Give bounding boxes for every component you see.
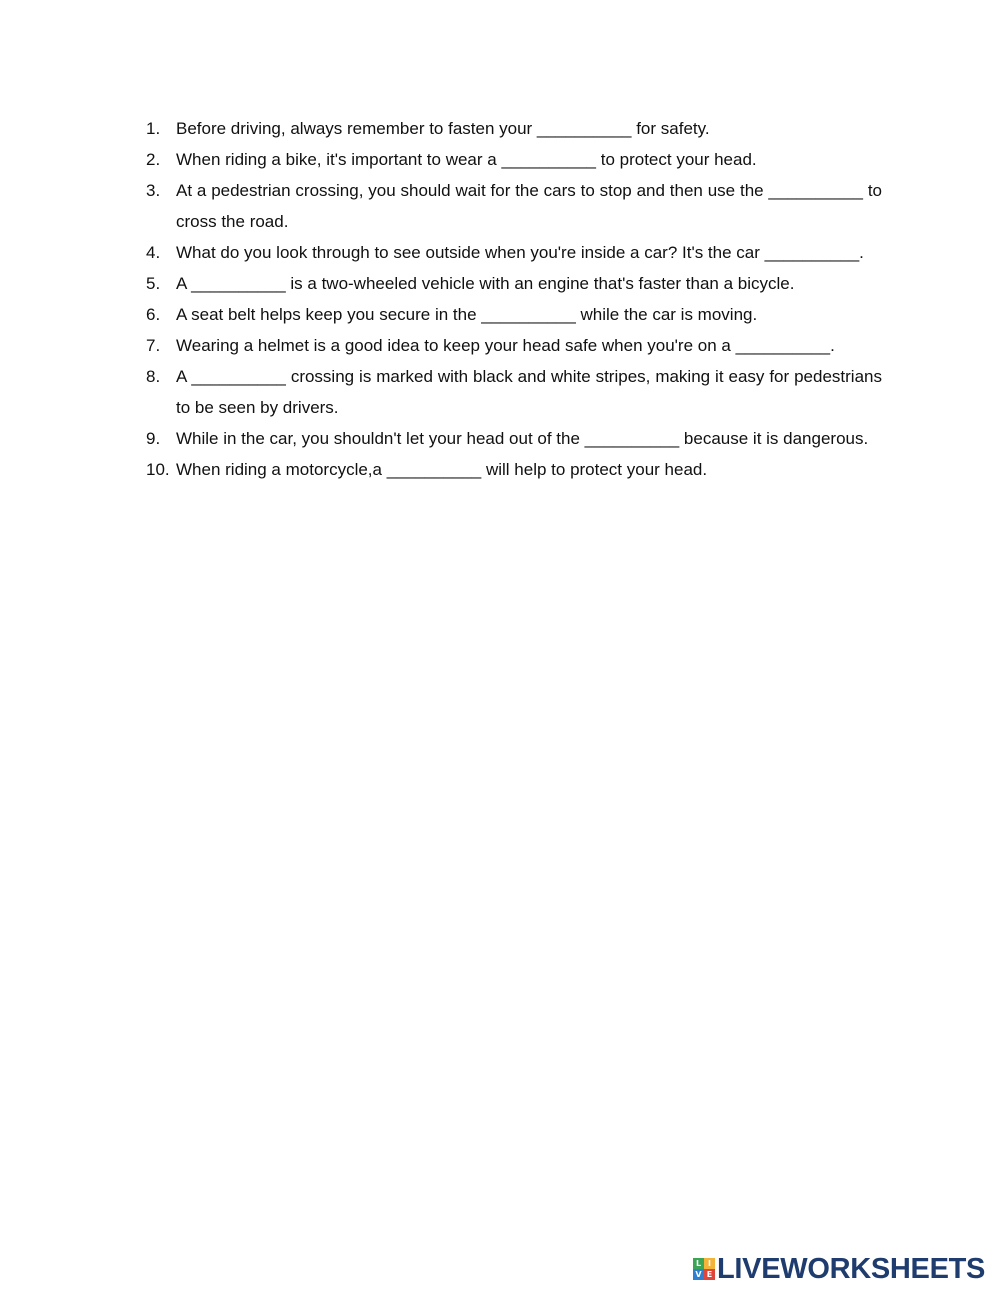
question-text: Wearing a helmet is a good idea to keep your head safe when you're on a __________.: [176, 336, 835, 355]
question-9: [146, 423, 882, 454]
question-10: [146, 454, 882, 485]
question-text: While in the car, you shouldn't let your head out of the __________ because it is dangerous.: [176, 429, 869, 448]
logo-wordmark: LIVEWORKSHEETS: [717, 1253, 986, 1285]
live-badge-icon: [693, 1258, 715, 1280]
question-8: [146, 361, 882, 423]
badge-letter-v: V: [693, 1269, 704, 1280]
question-number: 10.: [146, 460, 170, 479]
question-number: 4.: [146, 243, 161, 262]
question-text: When riding a bike, it's important to wear a __________ to protect your head.: [176, 150, 757, 169]
question-number: 5.: [146, 274, 161, 293]
question-number: 7.: [146, 336, 161, 355]
badge-letter-e: E: [704, 1269, 715, 1280]
question-text: A __________ is a two-wheeled vehicle with an engine that's faster than a bicycle.: [176, 274, 795, 293]
question-4: [146, 237, 882, 268]
question-number: 2.: [146, 150, 161, 169]
question-text: What do you look through to see outside when you're inside a car? It's the car __________.: [176, 243, 864, 262]
badge-letter-i: I: [704, 1258, 715, 1269]
question-text: A __________ crossing is marked with black and white stripes, making it easy for pedestrians to be seen by drivers.: [176, 367, 882, 417]
question-text: Before driving, always remember to fasten your __________ for safety.: [176, 119, 710, 138]
question-text: When riding a motorcycle,a __________ will help to protect your head.: [176, 460, 708, 479]
question-number: 6.: [146, 305, 161, 324]
question-text: A seat belt helps keep you secure in the __________ while the car is moving.: [176, 305, 758, 324]
question-number: 8.: [146, 367, 161, 386]
question-number: 1.: [146, 119, 161, 138]
question-number: 9.: [146, 429, 161, 448]
question-6: [146, 299, 882, 330]
question-7: [146, 330, 882, 361]
worksheet-questions: [146, 113, 882, 485]
question-text: At a pedestrian crossing, you should wait for the cars to stop and then use the __________ to cross the road.: [176, 181, 882, 231]
question-2: [146, 144, 882, 175]
question-1: [146, 113, 882, 144]
question-number: 3.: [146, 181, 161, 200]
liveworksheets-logo: [693, 1254, 985, 1284]
question-5: [146, 268, 882, 299]
badge-letter-l: L: [693, 1258, 704, 1269]
question-3: [146, 175, 882, 237]
